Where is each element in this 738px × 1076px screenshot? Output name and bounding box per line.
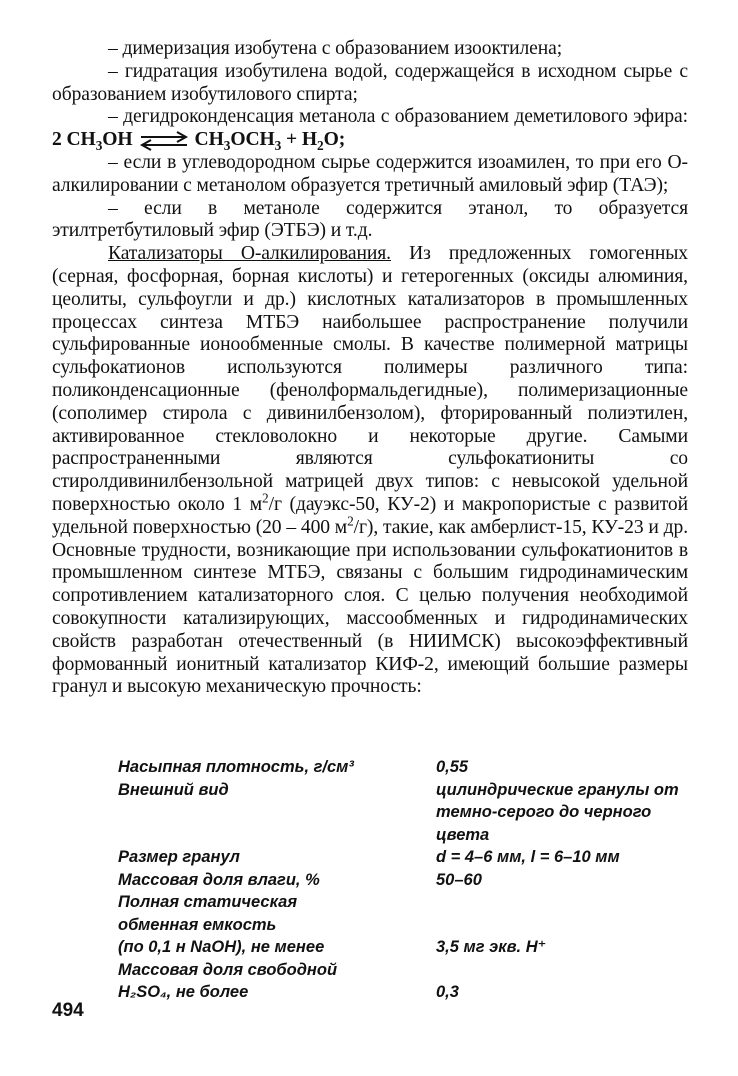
formula-rhs-b: OCH xyxy=(230,129,275,151)
property-value xyxy=(436,891,698,914)
reaction-formula xyxy=(52,129,346,154)
property-key: Массовая доля свободной xyxy=(118,960,338,979)
property-value: 0,55 xyxy=(436,758,469,776)
paragraph-dehydrocondensation xyxy=(52,106,688,152)
superscript: 2 xyxy=(262,490,269,506)
formula-rhs-c: + H xyxy=(281,129,318,151)
paragraph-hydration: – гидратация изобутилена водой, содержащейся в исходном сырье с образованием изобутилового спирта; xyxy=(52,60,688,105)
property-row xyxy=(118,981,698,1004)
property-row xyxy=(118,756,698,779)
paragraph-catalysts xyxy=(52,243,688,699)
formula-sub: 3 xyxy=(274,138,282,154)
dehydrocondensation-text: – дегидроконденсация метанола с образованием деметилового эфира: xyxy=(108,106,688,128)
formula-sub: 2 xyxy=(317,138,324,154)
property-row xyxy=(118,959,698,982)
catalysts-text-2: /г (дауэкс-50, КУ-2) и макропористые с развитой удельной поверхностью (20 – 400 м xyxy=(52,493,688,538)
property-row xyxy=(118,869,698,892)
property-key xyxy=(118,801,436,846)
catalysts-text-3: /г), такие, как амберлист-15, КУ-23 и др. Основные трудности, возникающие при использовании сульфокатионитов в промышленном синтезе МТБЭ, связаны с большим гидродинамическим сопротивлением катализаторного слоя. С целью получения необходимой совокупности катализирующих, массообменных и гидродинамических свойств разработан отечественный (в НИИМСК) высокоэффективный формованный ионитный катализатор КИФ-2, имеющий большие размеры гранул и высокую механическую прочность: xyxy=(52,516,688,698)
property-key: Массовая доля влаги, % xyxy=(118,870,320,889)
property-key: обменная емкость xyxy=(118,915,277,934)
formula-lhs-tail: OH xyxy=(102,129,133,151)
formula-lhs: 2 CH xyxy=(52,129,96,151)
property-value xyxy=(436,914,698,937)
formula-sub: 3 xyxy=(95,138,103,154)
property-value xyxy=(436,959,698,982)
page-number: 494 xyxy=(52,1000,84,1021)
property-value: темно-серого до черного цвета xyxy=(436,803,652,844)
paragraph-isoamylene: – если в углеводородном сырье содержится изоамилен, то при его О-алкилировании с метанолом образуется третичный амиловый эфир (ТАЭ); xyxy=(52,151,688,196)
property-key: (по 0,1 н NaOH), не менее xyxy=(118,938,325,956)
paragraph-dimerization: – димеризация изобутена с образованием изооктилена; xyxy=(108,38,563,59)
property-value: 3,5 мг экв. H⁺ xyxy=(436,938,547,956)
property-key: Насыпная плотность, г/см³ xyxy=(118,758,354,776)
property-value: цилиндрические гранулы от xyxy=(436,780,679,799)
property-key: H₂SO₄, не более xyxy=(118,983,249,1001)
property-value: d = 4–6 мм, l = 6–10 мм xyxy=(436,848,620,866)
property-key: Полная статическая xyxy=(118,893,298,911)
catalyst-properties xyxy=(118,756,698,1004)
superscript: 2 xyxy=(347,513,354,529)
body-text xyxy=(52,38,688,699)
formula-sub: 3 xyxy=(223,138,231,154)
property-row xyxy=(118,936,698,959)
property-row xyxy=(118,779,698,802)
section-heading: Катализаторы О-алкилирования. xyxy=(108,243,391,265)
catalysts-text-1: Из предложенных гомогенных (серная, фосфорная, борная кислоты) и гетерогенных (оксиды алюминия, цеолиты, сульфоугли и др.) кислотных катализаторов в промышленных процессах синтеза МТБЭ наибольшее распространение получили сульфированные ионообменные смолы. В качестве полимерной матрицы сульфокатионов используются полимеры различного типа: поликонденсационные (фенолформальдегидные), полимеризационные (сополимер стирола с дивинилбензолом), фторированный полиэтилен, активированное стекловолокно и некоторые другие. Самыми распространенными являются сульфокатиониты со стиролдивинилбензольной матрицей двух типов: с невысокой удельной поверхностью около 1 м xyxy=(52,243,688,515)
formula-rhs-a: CH xyxy=(194,129,224,151)
paragraph-ethanol: – если в метаноле содержится этанол, то образуется этилтретбутиловый эфир (ЭТБЭ) и т.д. xyxy=(52,197,688,242)
formula-rhs-d: O; xyxy=(323,129,346,151)
property-row xyxy=(118,801,698,846)
property-key: Размер гранул xyxy=(118,848,240,866)
property-value: 0,3 xyxy=(436,983,459,1001)
property-key: Внешний вид xyxy=(118,780,229,799)
property-row xyxy=(118,891,698,914)
property-row xyxy=(118,914,698,937)
property-row xyxy=(118,846,698,869)
property-value: 50–60 xyxy=(436,870,482,889)
equilibrium-arrows-icon xyxy=(137,131,191,151)
